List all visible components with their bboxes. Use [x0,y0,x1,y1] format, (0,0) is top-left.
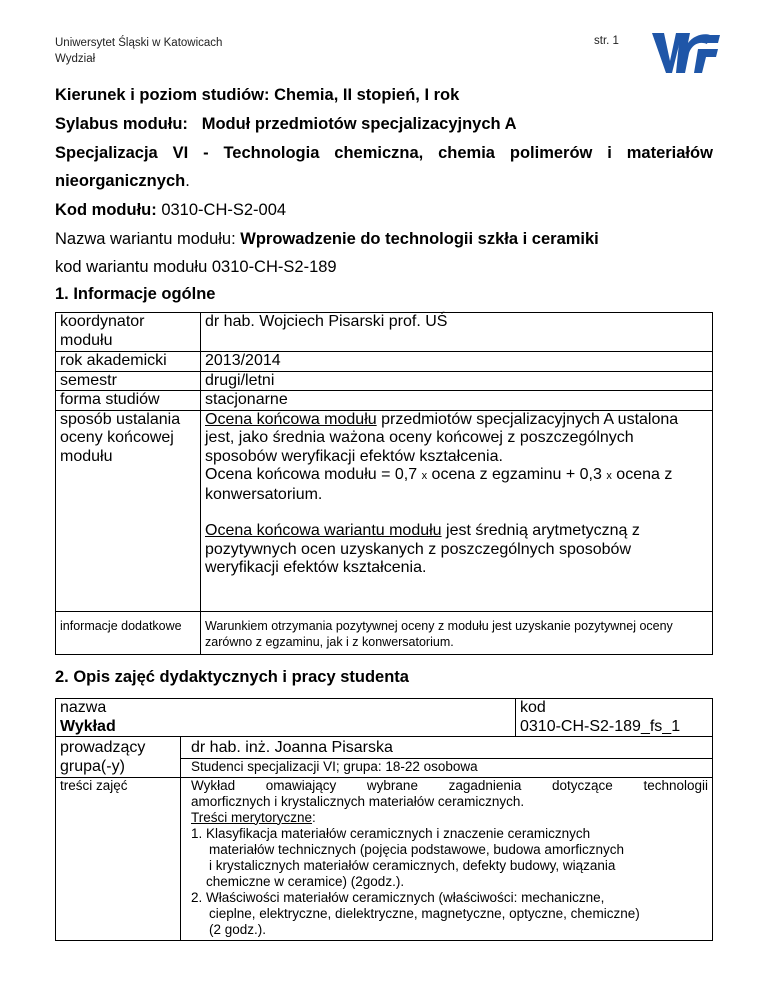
word: Technologia [223,144,320,162]
content-intro-line [191,778,708,794]
word: dotyczące [552,777,613,793]
name-label: nazwa [60,699,107,716]
grading-u2: Ocena końcowa wariantu modułu [205,522,442,539]
code-value: 0310-CH-S2-189_fs_1 [520,717,681,735]
word: materiałów [626,144,713,162]
table-row [56,391,713,411]
code-label: kod [520,699,546,716]
code-label-cell [516,699,713,718]
table-row [56,611,713,654]
section1-title: 1. Informacje ogólne [55,285,216,303]
semester-label: semestr [56,371,201,391]
word: chemia [438,144,495,162]
module-code-line [55,201,286,220]
university-name: Uniwersytet Śląski w Katowicach [55,37,223,49]
specialization-line-2: nieorganicznych. [55,172,190,190]
year-value: 2013/2014 [201,352,713,372]
grading-p2b: ocena z egzaminu + 0,3 [431,466,602,483]
name-value-cell [56,718,516,737]
content-item-2-l1: 2. Właściwości materiałów ceramicznych (właściwości: mechaniczne, [191,889,605,905]
grading-p2c: ocena z konwersatorium. [205,466,673,503]
section2-title: 2. Opis zajęć dydaktycznych i pracy studenta [55,668,409,686]
grading-label: sposób ustalania oceny końcowej modułu [56,410,201,611]
syllabus-value: Moduł przedmiotów specjalizacyjnych A [201,115,517,133]
word: wybrane [366,777,418,793]
lecturer-label: prowadzący [56,737,181,759]
word: zagadnienia [448,777,522,793]
code-value-cell [516,718,713,737]
word: i [607,144,612,162]
content-item-2-l2: cieplne, elektryczne, dielektryczne, magnetyczne, optyczne, chemiczne) [209,905,640,921]
content-item-1-l3: i krystalicznych materiałów ceramicznych, defekty budowy, wiązania [209,857,616,873]
module-code: 0310-CH-S2-004 [161,201,287,219]
form-label: forma studiów [56,391,201,411]
year-label: rok akademicki [56,352,201,372]
name-value: Wykład [60,717,116,735]
content-label: treści zajęć [56,777,181,940]
variant-code: 0310-CH-S2-189 [211,258,337,276]
content-sub-label: Treści merytoryczne [191,809,313,825]
lecturer-value: dr hab. inż. Joanna Pisarska [181,737,713,759]
faculty-name: Wydział [55,53,96,65]
variant-name-line [55,230,599,249]
study-direction: Kierunek i poziom studiów: Chemia, II stopień, I rok [55,86,460,104]
table-row [56,718,713,737]
grading-x2: x [606,470,612,482]
name-label-cell [56,699,516,718]
syllabus-label: Sylabus modułu: [55,115,188,133]
groups-value: Studenci specjalizacji VI; grupa: 18-22 osobowa [181,758,713,777]
content-item-1-l2: materiałów technicznych (pojęcia podstawowe, budowa amorficznych [209,841,624,857]
table-row [56,313,713,352]
extra-label: informacje dodatkowe [56,611,201,654]
content-subheading: Treści merytoryczne: [191,809,316,825]
table-row [56,777,713,940]
word: omawiający [265,777,337,793]
grading-u1: Ocena końcowa modułu [205,410,377,428]
word: technologii [643,777,708,793]
content-item-1-l1: 1. Klasyfikacja materiałów ceramicznych i znaczenie ceramicznych [191,825,591,841]
content-line-2: amorficznych i krystalicznych materiałów ceramicznych. [191,793,525,809]
grading-p1: przedmiotów specjalizacyjnych A ustalona jest, jako średnia ważona oceny końcowej z poszczególnych sposobów weryfikacji efektów kształcenia. [205,410,679,465]
word: - [203,144,209,162]
table-row [56,371,713,391]
classes-table [55,698,713,941]
module-code-label: Kod modułu: [55,201,157,219]
word: chemiczna, [334,144,424,162]
semester-value: drugi/letni [201,371,713,391]
coordinator-value: dr hab. Wojciech Pisarski prof. UŚ [201,313,713,352]
variant-name-label: Nazwa wariantu modułu: [55,230,236,248]
word: VI [172,144,189,162]
variant-name: Wprowadzenie do technologii szkła i ceramiki [240,230,599,248]
coordinator-label: koordynator modułu [56,313,201,352]
content-item-1-l4: chemiczne w ceramice) (2godz.). [206,873,405,889]
syllabus-line [55,115,516,134]
grading-p3: jest średnią arytmetyczną z pozytywnych ocen uzyskanych z poszczególnych sposobów weryfikacji efektów kształcenia. [205,522,640,576]
specialization-end: nieorganicznych [55,172,186,190]
grading-x1: x [421,470,428,482]
variant-code-label: kod wariantu modułu [55,258,208,276]
table-row [56,737,713,759]
form-value: stacjonarne [201,391,713,411]
word: Wykład [191,777,236,793]
table-row [56,410,713,611]
groups-label: grupa(-y) [56,758,181,777]
grading-value [201,410,713,611]
university-logo-icon [650,27,720,79]
grading-p2a: Ocena końcowa modułu = 0,7 [205,466,418,483]
header-left [55,35,222,67]
table-row [56,699,713,718]
table-row [56,758,713,777]
specialization-line [55,144,713,163]
content-item-2-l3: (2 godz.). [209,921,267,937]
word: Specjalizacja [55,144,158,162]
table-row [56,352,713,372]
general-info-table [55,312,713,655]
variant-code-line [55,258,337,277]
extra-value: Warunkiem otrzymania pozytywnej oceny z modułu jest uzyskanie pozytywnej oceny zarówno z egzaminu, jak i z konwersatorium. [201,611,713,654]
page-number: str. 1 [594,35,619,47]
word: polimerów [509,144,593,162]
content-value [181,777,713,940]
